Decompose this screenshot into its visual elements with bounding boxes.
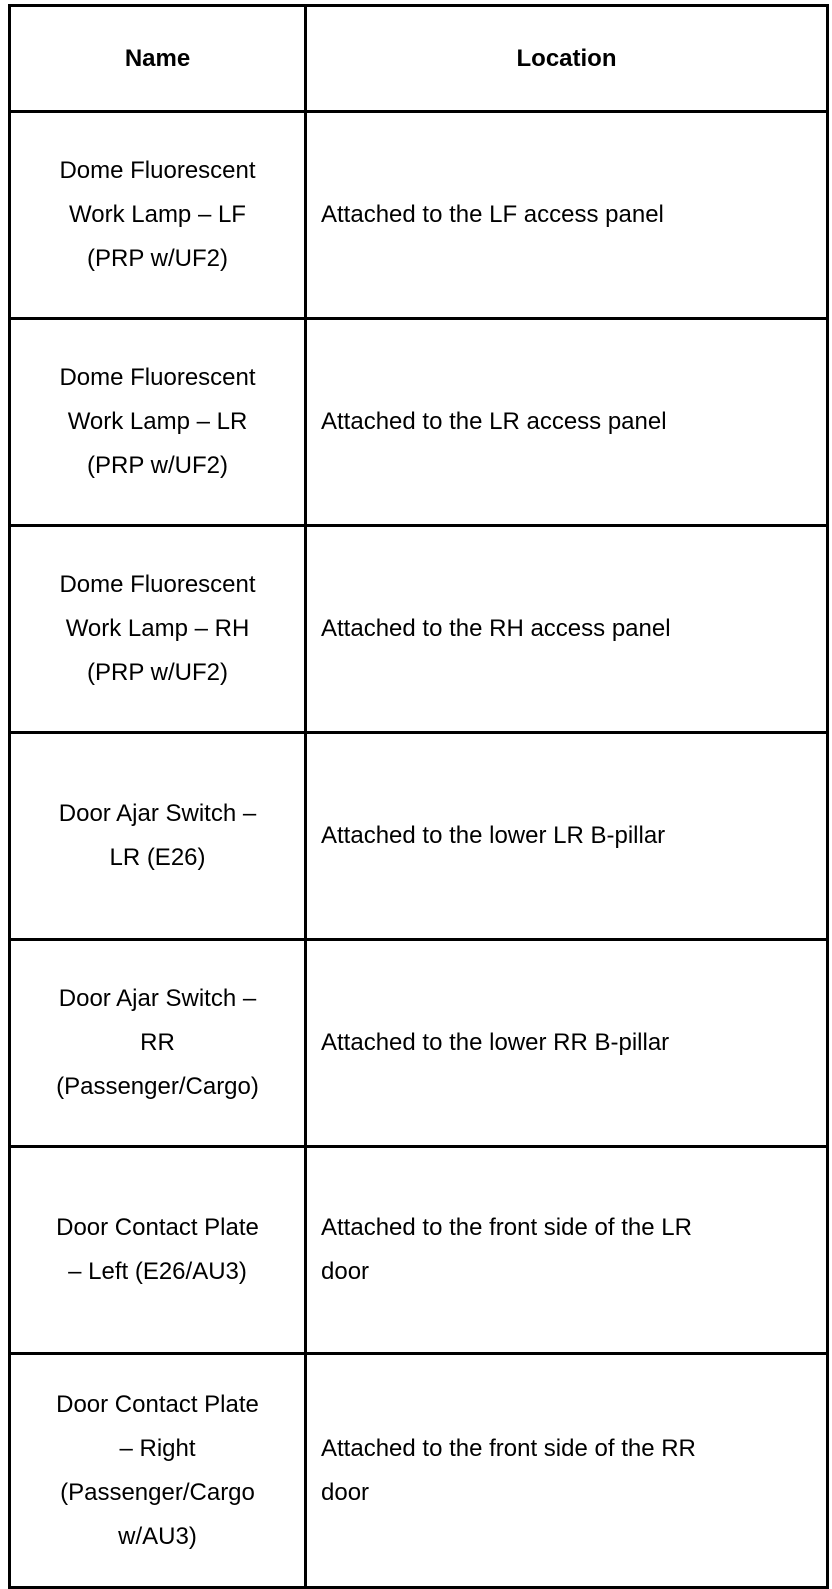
name-line: Door Ajar Switch – bbox=[58, 800, 257, 827]
location-cell bbox=[306, 940, 828, 1147]
table-row bbox=[10, 1147, 828, 1354]
parts-location-table-wrapper bbox=[8, 4, 826, 1589]
name-line: (Passenger/Cargo bbox=[60, 1478, 255, 1506]
location-line: Attached to the front side of the RR bbox=[321, 1434, 696, 1462]
location-cell bbox=[306, 1354, 828, 1588]
location-line: door bbox=[321, 1258, 370, 1285]
name-cell bbox=[10, 112, 306, 319]
name-line: Dome Fluorescent bbox=[59, 364, 256, 391]
location-line: Attached to the LR access panel bbox=[321, 408, 667, 435]
name-line: RR bbox=[140, 1029, 175, 1056]
table-row bbox=[10, 940, 828, 1147]
name-line: Work Lamp – LR bbox=[67, 408, 248, 435]
table-row bbox=[10, 112, 828, 319]
name-line: (PRP w/UF2) bbox=[87, 245, 228, 272]
name-line: Door Contact Plate bbox=[56, 1390, 259, 1418]
column-header-name: Name bbox=[10, 6, 306, 112]
name-cell bbox=[10, 1354, 306, 1588]
name-line: – Right bbox=[119, 1434, 196, 1462]
location-line: Attached to the lower RR B-pillar bbox=[321, 1029, 670, 1056]
name-line: (PRP w/UF2) bbox=[87, 659, 228, 686]
location-line: Attached to the front side of the LR bbox=[321, 1214, 692, 1241]
name-line: (PRP w/UF2) bbox=[87, 452, 228, 479]
name-line: w/AU3) bbox=[118, 1522, 197, 1550]
parts-location-table bbox=[8, 4, 829, 1589]
location-cell bbox=[306, 112, 828, 319]
location-cell bbox=[306, 733, 828, 940]
location-line: Attached to the lower LR B-pillar bbox=[321, 822, 666, 849]
location-cell bbox=[306, 1147, 828, 1354]
name-line: – Left (E26/AU3) bbox=[68, 1258, 247, 1285]
table-row bbox=[10, 1354, 828, 1588]
table-row bbox=[10, 319, 828, 526]
name-cell bbox=[10, 526, 306, 733]
name-line: Dome Fluorescent bbox=[59, 157, 256, 184]
table-row bbox=[10, 526, 828, 733]
location-line: Attached to the LF access panel bbox=[321, 201, 664, 228]
table-header-row bbox=[10, 6, 828, 112]
name-cell bbox=[10, 1147, 306, 1354]
name-line: Work Lamp – RH bbox=[65, 615, 250, 642]
table-row bbox=[10, 733, 828, 940]
column-header-location: Location bbox=[306, 6, 828, 112]
name-line: Dome Fluorescent bbox=[59, 571, 256, 598]
location-cell bbox=[306, 526, 828, 733]
name-line: Door Contact Plate bbox=[56, 1214, 259, 1241]
name-line: (Passenger/Cargo) bbox=[56, 1073, 259, 1100]
name-cell bbox=[10, 733, 306, 940]
location-line: door bbox=[321, 1478, 370, 1506]
name-cell bbox=[10, 940, 306, 1147]
name-line: Door Ajar Switch – bbox=[58, 985, 257, 1012]
name-line: Work Lamp – LF bbox=[69, 201, 246, 228]
name-line: LR (E26) bbox=[109, 844, 206, 871]
location-line: Attached to the RH access panel bbox=[321, 615, 671, 642]
name-cell bbox=[10, 319, 306, 526]
location-cell bbox=[306, 319, 828, 526]
